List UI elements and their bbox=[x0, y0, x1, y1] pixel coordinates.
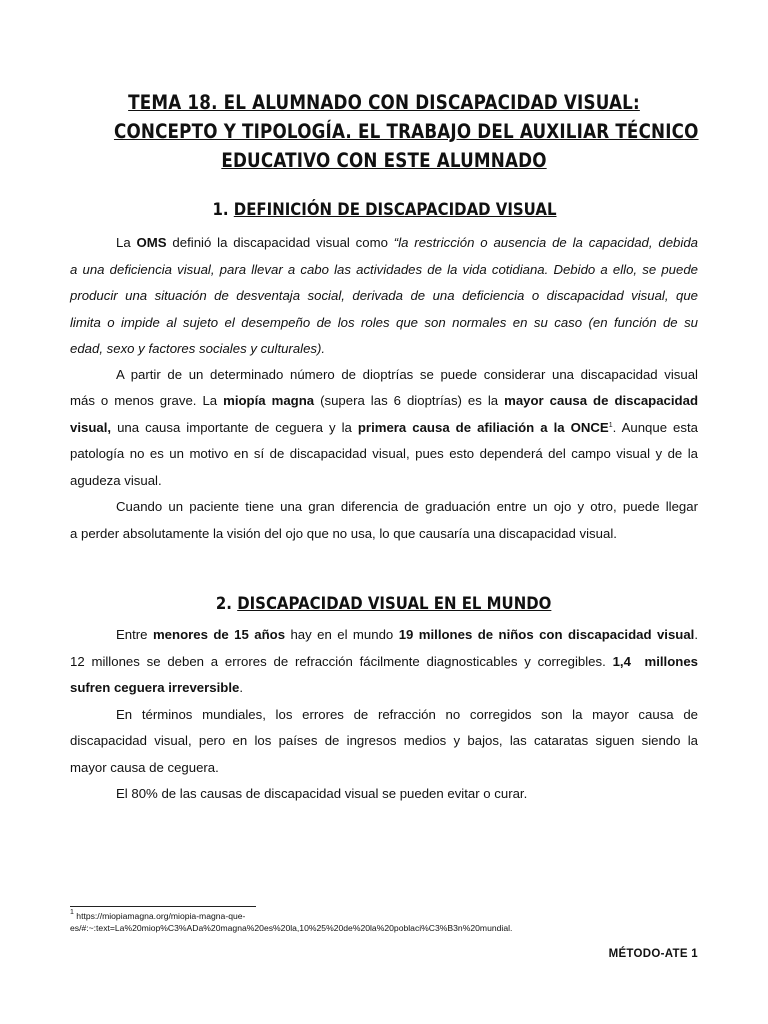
s1-p2-line-4: patología no es un motivo en sí de discapacidad visual, pues esto dependerá del campo visual y de la bbox=[70, 446, 698, 461]
section-2-number: 2. bbox=[216, 594, 233, 614]
s1-p2-line-1: A partir de un determinado número de dioptrías se puede considerar una discapacidad visual bbox=[116, 367, 698, 382]
s1-p2-line-2: más o menos grave. La miopía magna (supera las 6 dioptrías) es la mayor causa de discapacidad bbox=[70, 393, 698, 408]
s2-p2-line-3: mayor causa de ceguera. bbox=[70, 760, 219, 775]
footnote-link[interactable]: https://miopiamagna.org/miopia-magna-que- bbox=[73, 911, 246, 921]
s2-p1-line-3: sufren ceguera irreversible. bbox=[70, 680, 243, 695]
title-line-3: EDUCATIVO CON ESTE ALUMNADO bbox=[221, 149, 547, 172]
section-1-number: 1. bbox=[211, 200, 229, 220]
s1-p3-line-1: Cuando un paciente tiene una gran diferencia de graduación entre un ojo y otro, puede llegar bbox=[116, 499, 698, 514]
section-2-title: DISCAPACIDAD VISUAL EN EL MUNDO bbox=[237, 594, 552, 614]
footnote-mark: 1 bbox=[70, 909, 74, 916]
s2-p2-line-1: En términos mundiales, los errores de refracción no corregidos son la mayor causa de bbox=[116, 707, 698, 722]
s1-p2-line-5: agudeza visual. bbox=[70, 473, 162, 488]
s1-p3-line-2: a perder absolutamente la visión del ojo que no usa, lo que causaría una discapacidad visual. bbox=[70, 526, 617, 541]
footnote-ref[interactable]: 1 bbox=[608, 422, 613, 429]
s1-p1-line-5: edad, sexo y factores sociales y culturales). bbox=[70, 341, 326, 356]
title-line-2: CONCEPTO Y TIPOLOGÍA. EL TRABAJO DEL AUXILIAR TÉCNICO bbox=[113, 120, 699, 143]
s1-p1-line-4: limita o impide al sujeto el desempeño de los roles que son normales en su caso (en función de su bbox=[70, 315, 698, 330]
s1-p1-line-2: a una deficiencia visual, para llevar a cabo las actividades de la vida cotidiana. Debido a ello, se puede bbox=[70, 262, 698, 277]
title-line-1: TEMA 18. EL ALUMNADO CON DISCAPACIDAD VISUAL: bbox=[128, 91, 640, 114]
s1-p1-line-3: producir una situación de desventaja social, derivada de una deficiencia o discapacidad visual, que bbox=[70, 288, 698, 303]
footnote-separator bbox=[70, 906, 256, 907]
footnote-link-continued[interactable]: es/#:~:text=La%20miop%C3%ADa%20magna%20es%20la,10%25%20de%20la%20poblaci%C3%B3n%20mundial. bbox=[70, 923, 513, 933]
s2-p1-line-2: 12 millones se deben a errores de refracción fácilmente diagnosticables y corregibles. 1,4 millones bbox=[70, 654, 698, 669]
s1-p1-line-1: La OMS definió la discapacidad visual como “la restricción o ausencia de la capacidad, debida bbox=[116, 235, 698, 250]
s2-p3-line-1: El 80% de las causas de discapacidad visual se pueden evitar o curar. bbox=[116, 786, 528, 801]
document-title bbox=[113, 88, 699, 175]
s2-p2-line-2: discapacidad visual, pero en los países de ingresos medios y bajos, las cataratas siguen siendo la bbox=[70, 733, 698, 748]
section-2-heading bbox=[70, 593, 698, 615]
page-footer: MÉTODO-ATE 1 bbox=[608, 948, 698, 960]
section-1-heading bbox=[70, 199, 698, 221]
footnote-line-1 bbox=[70, 911, 698, 922]
section-1-title: DEFINICIÓN DE DISCAPACIDAD VISUAL bbox=[233, 200, 557, 220]
footnote-line-2 bbox=[70, 923, 698, 934]
s2-p1-line-1: Entre menores de 15 años hay en el mundo 19 millones de niños con discapacidad visual. bbox=[116, 627, 699, 642]
s1-p2-line-3: visual, una causa importante de ceguera y la primera causa de afiliación a la ONCE$^1$. Aunque esta bbox=[70, 420, 698, 435]
